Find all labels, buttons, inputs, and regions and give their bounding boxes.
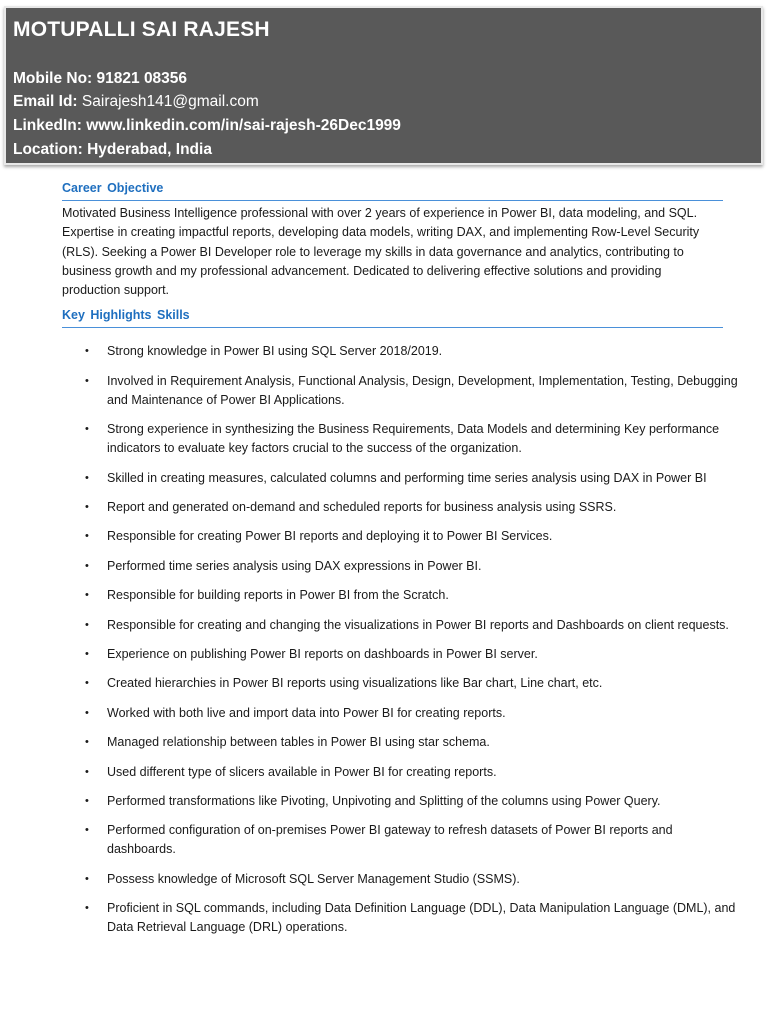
bullet-icon: • [85,648,89,660]
linkedin-label: LinkedIn: [13,117,82,134]
skill-item [62,498,742,517]
email-label: Email Id: [13,93,78,110]
candidate-name: MOTUPALLI SAI RAJESH [13,18,270,41]
skill-item [62,792,742,811]
skill-text: Involved in Requirement Analysis, Functional Analysis, Design, Development, Implementation, Testing, Debugging and Maintenance of Power BI Applications. [107,373,738,407]
bullet-icon: • [85,530,89,543]
bullet-icon: • [85,559,89,572]
career-objective-heading: Career Objective [62,181,723,201]
bullet-icon: • [85,706,89,719]
bullet-icon: • [85,345,89,358]
bullet-icon: • [85,589,89,602]
bullet-icon: • [85,824,89,837]
resume-header [4,6,763,165]
skill-text: Possess knowledge of Microsoft SQL Server Management Studio (SSMS). [107,871,520,886]
skill-text: Skilled in creating measures, calculated columns and performing time series analysis using DAX in Power BI [107,470,707,485]
bullet-icon: • [85,902,89,915]
skill-item [62,870,742,889]
resume-body [62,181,738,948]
skill-text: Created hierarchies in Power BI reports using visualizations like Bar chart, Line chart, etc. [107,676,603,691]
skill-text: Responsible for creating Power BI reports and deploying it to Power BI Services. [107,529,553,544]
skill-item [62,763,742,782]
email-link[interactable]: Sairajesh141@gmail.com [81,93,259,110]
skill-item [62,586,742,605]
bullet-icon: • [85,736,89,749]
skill-text: Used different type of slicers available in Power BI for creating reports. [107,764,497,779]
skills-heading: Key Highlights Skills [62,308,723,328]
skill-text: Report and generated on-demand and scheduled reports for business analysis using SSRS. [107,500,617,515]
skill-text: Performed transformations like Pivoting, Unpivoting and Splitting of the columns using Power Query. [107,793,661,808]
skill-text: Performed configuration of on-premises Power BI gateway to refresh datasets of Power BI reports and dashboards. [107,823,673,857]
skill-text: Strong experience in synthesizing the Business Requirements, Data Models and determining Key performance indicators to evaluate key factors crucial to the success of the organization. [107,422,720,456]
skill-text: Responsible for creating and changing the visualizations in Power BI reports and Dashboards on client requests. [107,617,729,632]
bullet-icon: • [85,677,89,690]
location-label: Location: [13,141,83,158]
bullet-icon: • [85,471,89,484]
mobile-value: 91821 08356 [96,70,188,87]
skill-item [62,704,742,723]
email-line [13,93,259,111]
skill-text: Managed relationship between tables in Power BI using star schema. [107,735,490,750]
bullet-icon: • [85,501,89,514]
skill-item [62,674,742,693]
skills-list [62,342,742,937]
bullet-icon: • [85,872,89,885]
skill-item [62,469,742,488]
skill-item [62,899,742,937]
skill-item [62,527,742,546]
bullet-icon: • [85,618,89,631]
location-value: Hyderabad, India [87,141,212,158]
bullet-icon: • [85,374,89,387]
skill-item [62,733,742,752]
skill-text: Strong knowledge in Power BI using SQL Server 2018/2019. [107,344,443,359]
career-objective-text: Motivated Business Intelligence professional with over 2 years of experience in Power BI, data modeling, and SQL. Expertise in creating impactful reports, developing data models, writing DAX, and implementing Row-Level Security (RLS). Seeking a Power BI Developer role to leverage my skills in data governance and analytics, contributing to business growth and my professional advancement. Dedicated to delivering effective solutions and providing production support. [62,206,700,298]
location-line [13,141,212,159]
skill-text: Performed time series analysis using DAX expressions in Power BI. [107,558,482,573]
skill-text: Responsible for building reports in Power BI from the Scratch. [107,588,449,603]
linkedin-link[interactable]: www.linkedin.com/in/sai-rajesh-26Dec1999 [86,117,401,134]
skill-item [62,821,742,859]
mobile-label: Mobile No: [13,70,93,87]
mobile-line [13,70,187,88]
bullet-icon: • [85,423,89,436]
skill-item [62,372,742,410]
skill-text: Worked with both live and import data into Power BI for creating reports. [107,705,506,720]
skill-item [62,557,742,576]
skill-text: Proficient in SQL commands, including Data Definition Language (DDL), Data Manipulation Language (DML), and Data Retrieval Language (DRL) operations. [107,901,736,935]
linkedin-line [13,117,401,135]
skill-item [62,645,742,664]
bullet-icon: • [85,765,89,778]
skill-item [62,420,742,458]
skill-item [62,616,742,635]
bullet-icon: • [85,794,89,807]
skill-item [62,342,742,361]
skill-text: Experience on publishing Power BI reports on dashboards in Power BI server. [107,647,538,661]
